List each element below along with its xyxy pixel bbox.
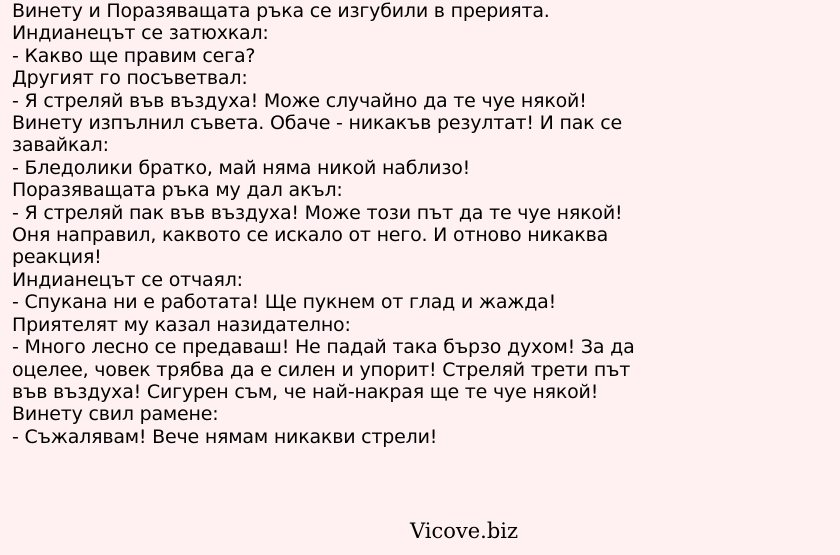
joke-line: - Я стреляй във въздуха! Може случайно да те чуе някой! [12, 89, 587, 112]
joke-line: Винету изпълнил съвета. Обаче - никакъв резултат! И пак се [12, 112, 623, 135]
joke-line: Винету свил рамене: [12, 403, 219, 426]
joke-text [12, 0, 834, 448]
joke-line: завайкал: [12, 134, 109, 157]
footer [0, 518, 840, 544]
joke-line: Индианецът се затюхкал: [12, 22, 269, 45]
site-watermark: Vicove.biz [409, 519, 519, 543]
joke-line: - Какво ще правим сега? [12, 44, 256, 67]
joke-line: Индианецът се отчаял: [12, 268, 243, 291]
joke-line: - Спукана ни е работата! Ще пукнем от глад и жажда! [12, 291, 556, 314]
joke-line: Поразяващата ръка му дал акъл: [12, 179, 343, 202]
joke-line: - Я стреляй пак във въздуха! Може този път да те чуе някой! [12, 201, 623, 224]
joke-line: реакция! [12, 246, 102, 269]
joke-line: във въздуха! Сигурен съм, че най-накрая ще те чуе някой! [12, 380, 599, 403]
joke-line: оцелее, човек трябва да е силен и упорит! Стреляй трети път [12, 358, 631, 381]
joke-line: Оня направил, каквото се искало от него. И отново никаква [12, 224, 609, 247]
joke-line: Приятелят му казал назидателно: [12, 313, 351, 336]
joke-line: Другият го посъветвал: [12, 67, 248, 90]
joke-line: - Съжалявам! Вече нямам никакви стрели! [12, 425, 438, 448]
joke-line: - Много лесно се предаваш! Не падай така бързо духом! За да [12, 336, 635, 359]
joke-line: - Бледолики братко, май няма никой наблизо! [12, 156, 471, 179]
joke-line: Винету и Поразяващата ръка се изгубили в прерията. [12, 0, 550, 22]
